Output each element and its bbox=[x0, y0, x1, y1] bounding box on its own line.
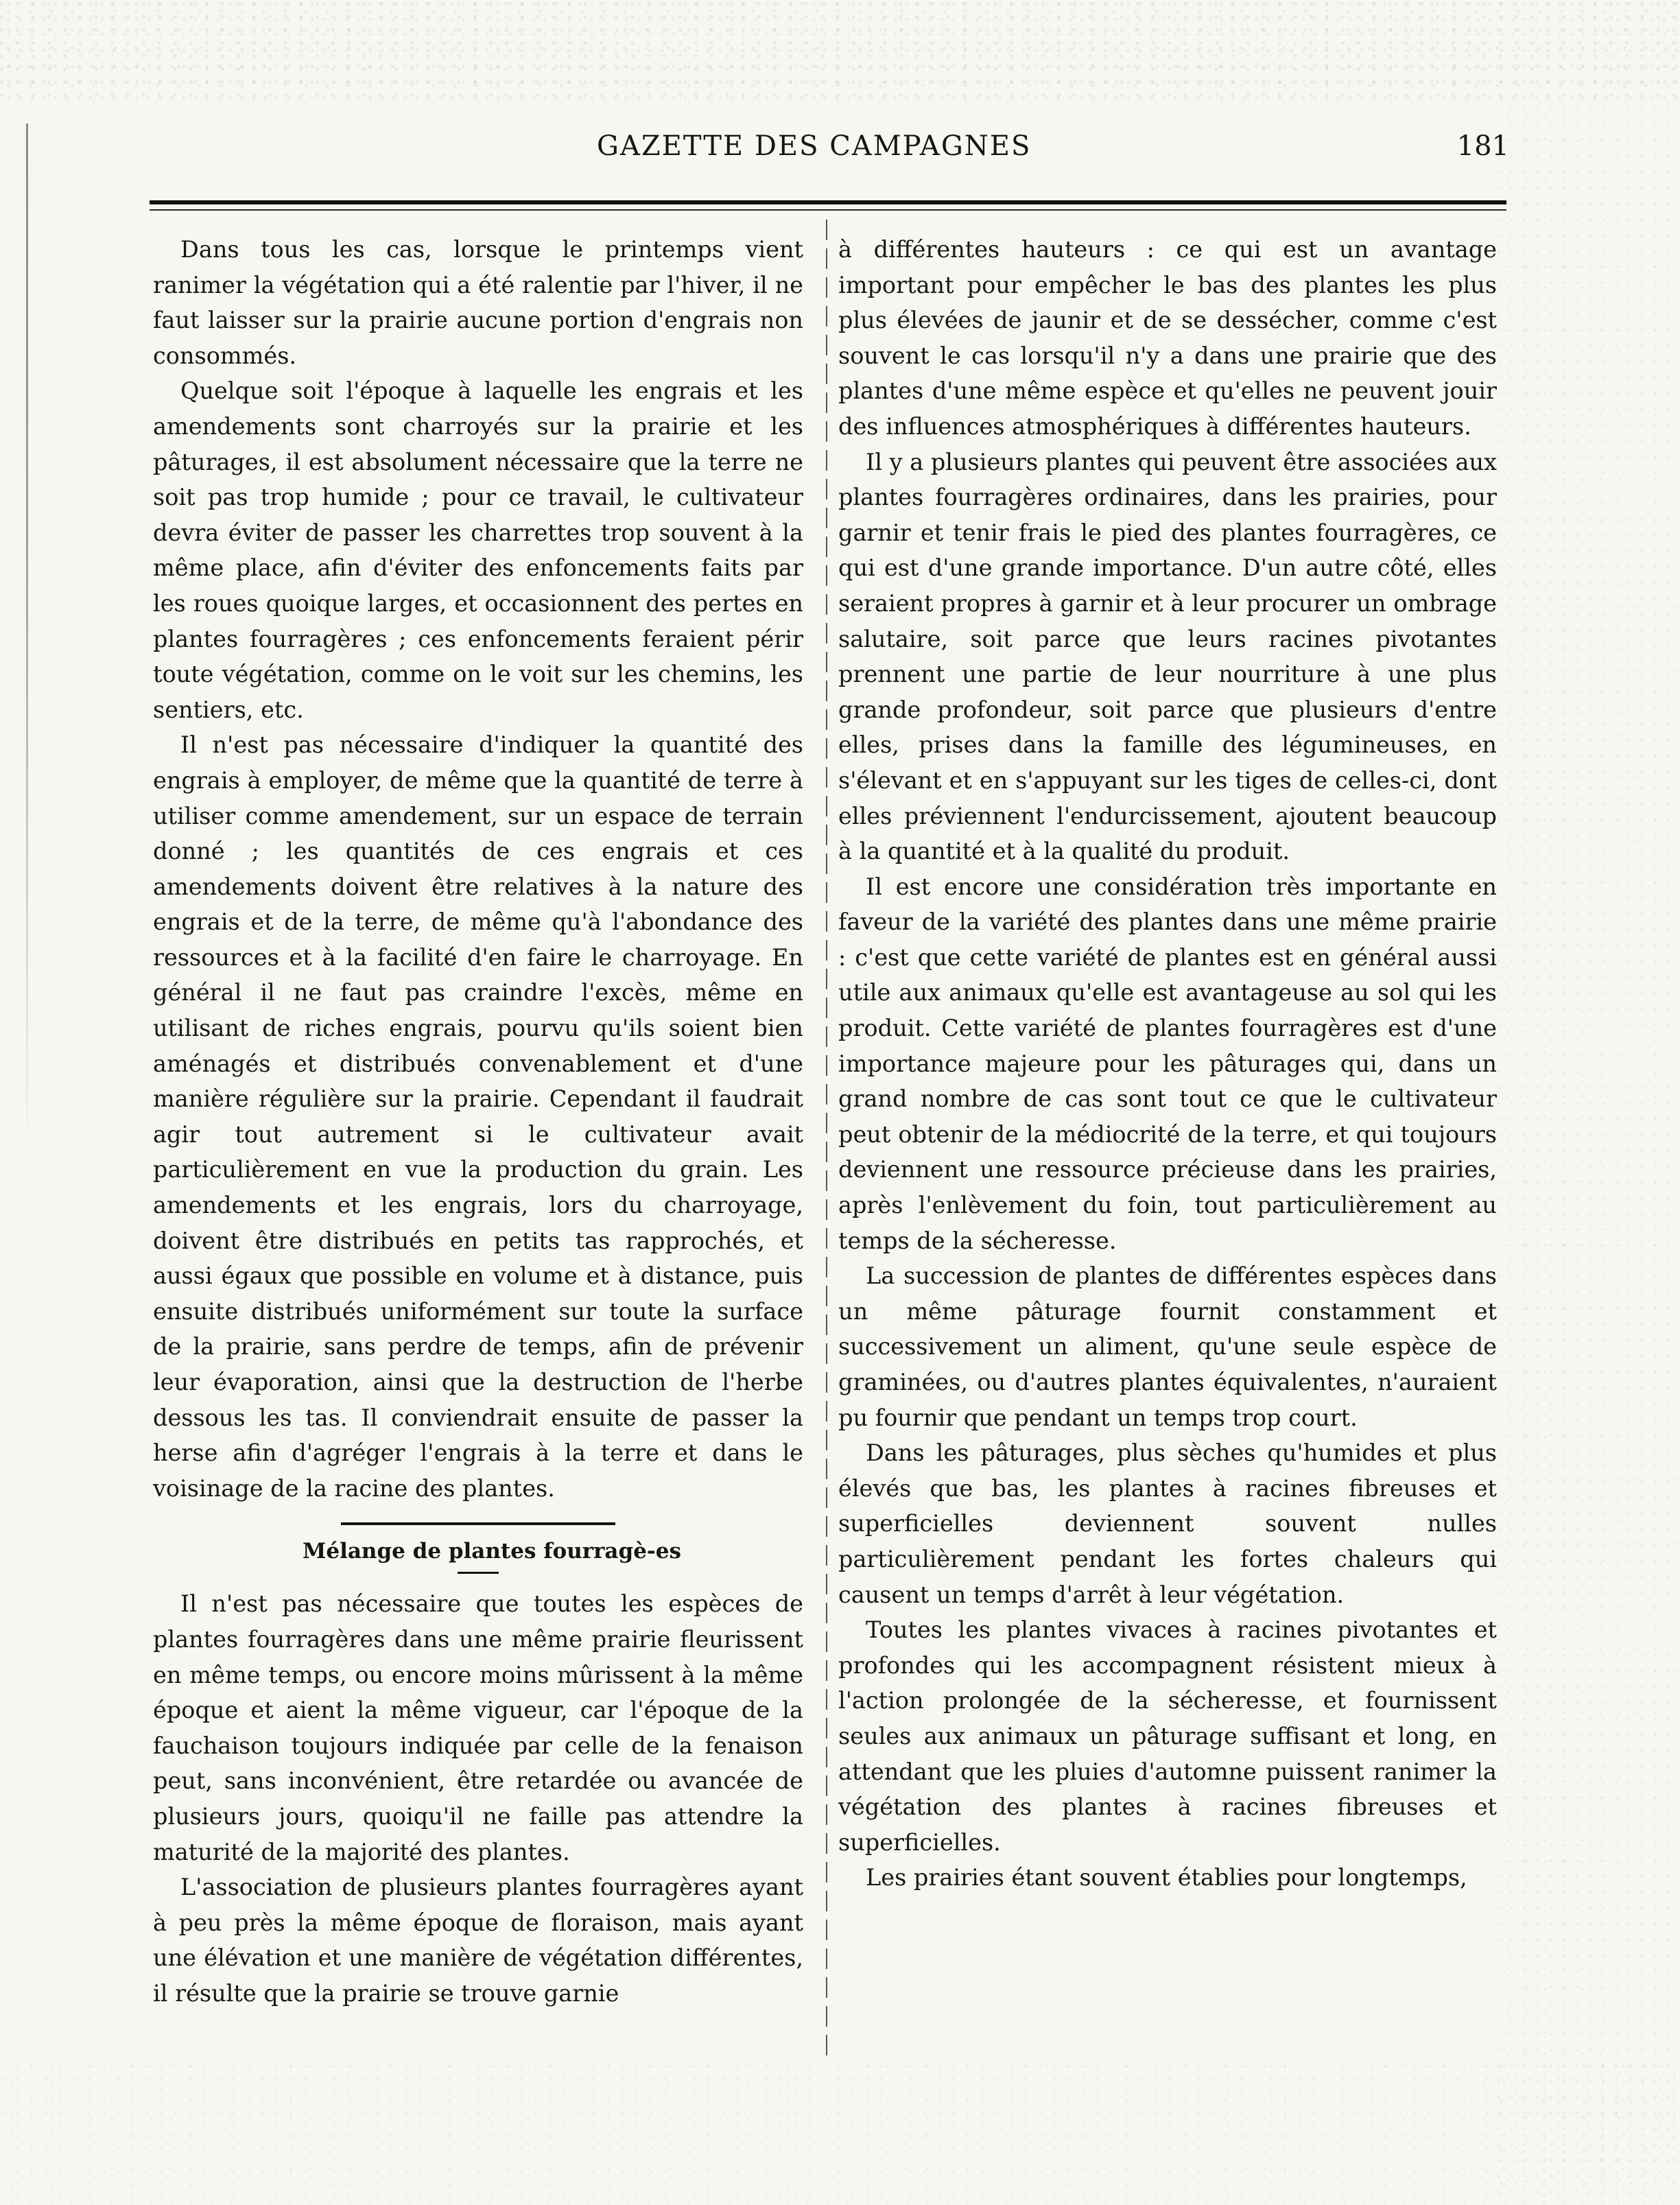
left-column bbox=[153, 232, 803, 2012]
paragraph: Il n'est pas nécessaire d'indiquer la quantité des engrais à employer, de même que la quantité de terre à utiliser comme amendement, sur un espace de terrain donné ; les quantités de ces engrais et ces amendements doivent être relatives à la nature des engrais et de la terre, de même qu'à l'abondance des ressources et à la facilité d'en faire le charroyage. En général il ne faut pas craindre l'excès, même en utilisant de riches engrais, pourvu qu'ils soient bien aménagés et distribués convenablement et d'une manière régulière sur la prairie. Cependant il faudrait agir tout autrement si le cultivateur avait particulièrement en vue la production du grain. Les amendements et les engrais, lors du charroyage, doivent être distribués en petits tas rapprochés, et aussi égaux que possible en volume et à distance, puis ensuite distribués uniformément sur toute la surface de la prairie, sans perdre de temps, afin de prévenir leur évaporation, ainsi que la destruction de l'herbe dessous les tas. Il conviendrait ensuite de passer la herse afin d'agréger l'engrais à la terre et dans le voisinage de la racine des plantes. bbox=[153, 731, 803, 1502]
paragraph-continued: à différentes hauteurs : ce qui est un avantage important pour empêcher le bas des plantes les plus plus élevées de jaunir et de se dessécher, comme c'est souvent le cas lorsqu'il n'y a dans une prairie que des plantes d'une même espèce et qu'elles ne peuvent jouir des influences atmosphériques à différentes hauteurs. bbox=[838, 236, 1497, 440]
paragraph: La succession de plantes de différentes espèces dans un même pâturage fournit constamment et successivement un aliment, qu'une seule espèce de graminées, ou d'autres plantes équivalentes, n'auraient pu fournir que pendant un temps trop court. bbox=[838, 1262, 1497, 1431]
paragraph: Dans tous les cas, lorsque le printemps vient ranimer la végétation qui a été ralentie par l'hiver, il ne faut laisser sur la prairie aucune portion d'engrais non consommés. bbox=[153, 236, 803, 369]
scan-noise-bottom bbox=[0, 2061, 1680, 2205]
paragraph: L'association de plusieurs plantes fourragères ayant à peu près la même époque de floraison, mais ayant une élévation et une manière de végétation différentes, il résulte que la prairie se trouve garnie bbox=[153, 1874, 803, 2007]
section-rule-small bbox=[458, 1572, 499, 1574]
paragraph: Il y a plusieurs plantes qui peuvent être associées aux plantes fourragères ordinaires, dans les prairies, pour garnir et tenir frais le pied des plantes fourragères, ce qui est d'une grande importance. D'un autre côté, elles seraient propres à garnir et à leur procurer un ombrage salutaire, soit parce que leurs racines pivotantes prennent une partie de leur nourriture à une plus grande profondeur, soit parce que plusieurs d'entre elles, prises dans la famille des légumineuses, en s'élevant et en s'appuyant sur les tiges de celles-ci, dont elles préviennent l'endurcissement, ajoutent beaucoup à la quantité et à la qualité du produit. bbox=[838, 448, 1497, 865]
scan-noise-top bbox=[0, 0, 1680, 103]
right-column bbox=[838, 232, 1497, 1896]
running-title: GAZETTE DES CAMPAGNES bbox=[597, 130, 1032, 162]
binding-edge-mark bbox=[26, 123, 28, 1153]
page-header bbox=[144, 130, 1509, 178]
header-rule-thin bbox=[150, 209, 1506, 211]
section-rule bbox=[341, 1522, 615, 1525]
paragraph: Dans les pâturages, plus sèches qu'humides et plus élevés que bas, les plantes à racines fibreuses et superficielles deviennent souvent nulles particulièrement pendant les fortes chaleurs qui causent un temps d'arrêt à leur végétation. bbox=[838, 1439, 1497, 1608]
paragraph: Les prairies étant souvent établies pour longtemps, bbox=[866, 1864, 1467, 1891]
column-separator bbox=[826, 220, 827, 2058]
paragraph: Il n'est pas nécessaire que toutes les espèces de plantes fourragères dans une même prairie fleurissent en même temps, ou encore moins mûrissent à la même époque et aient la même vigueur, car l'époque de la fauchaison toujours indiquée par celle de la fenaison peut, sans inconvénient, être retardée ou avancée de plusieurs jours, quoiqu'il ne faille pas attendre la maturité de la majorité des plantes. bbox=[153, 1590, 803, 1865]
paragraph: Toutes les plantes vivaces à racines pivotantes et profondes qui les accompagnent résistent mieux à l'action prolongée de la sécheresse, et fournissent seules aux animaux un pâturage suffisant et long, en attendant que les pluies d'automne puissent ranimer la végétation des plantes à racines fibreuses et superficielles. bbox=[838, 1616, 1497, 1856]
scan-noise-right bbox=[1495, 103, 1680, 2205]
paragraph: Quelque soit l'époque à laquelle les engrais et les amendements sont charroyés sur la prairie et les pâturages, il est absolument nécessaire que la terre ne soit pas trop humide ; pour ce travail, le cultivateur devra éviter de passer les charrettes trop souvent à la même place, afin d'éviter des enfoncements faits par les roues quoique larges, et occasionnent des pertes en plantes fourragères ; ces enfoncements feraient périr toute végétation, comme on le voit sur les chemins, les sentiers, etc. bbox=[153, 377, 803, 723]
page-number: 181 bbox=[1456, 130, 1509, 162]
header-rule-thick bbox=[150, 200, 1506, 204]
paragraph: Il est encore une considération très importante en faveur de la variété des plantes dans une même prairie : c'est que cette variété de plantes est en général aussi utile aux animaux qu'elle est avantageuse au sol qui les produit. Cette variété de plantes fourragères est d'une importance majeure pour les pâturages qui, dans un grand nombre de cas sont tout ce que le cultivateur peut obtenir de la médiocrité de la terre, et qui toujours deviennent une ressource précieuse dans les prairies, après l'enlèvement du foin, tout particulièrement au temps de la sécheresse. bbox=[838, 873, 1497, 1254]
section-title: Mélange de plantes fourragè-es bbox=[303, 1539, 681, 1564]
